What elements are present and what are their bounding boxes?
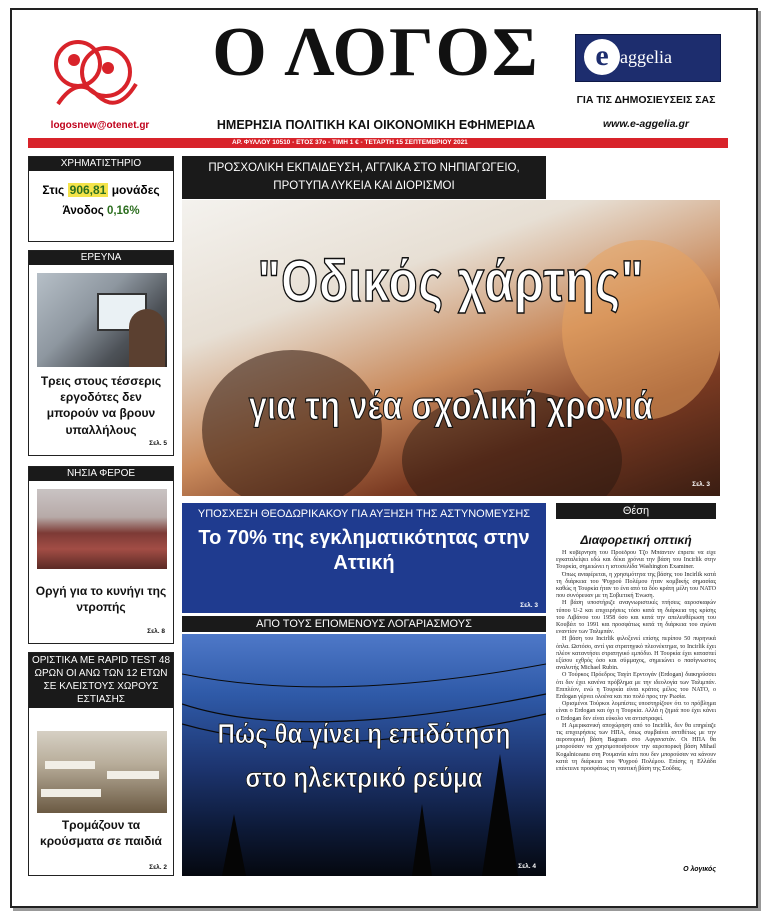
power-kicker: ΑΠΟ ΤΟΥΣ ΕΠΟΜΕΝΟΥΣ ΛΟΓΑΡΙΑΣΜΟΥΣ [182, 616, 546, 632]
faroe-page-ref: Σελ. 8 [147, 628, 165, 635]
office-photo [37, 273, 167, 367]
opinion-paragraph: Η κυβέρνηση του Προέδρου Τζο Μπάιντεν έπρεπε να είχε εγκαταλείψει εδώ και δέκα χρόνια την βάση του Incirlik στην Τουρκία, σημειώνει η ιστοσελίδα Washington Examiner. [556, 550, 716, 571]
rapid-test-page-ref: Σελ. 2 [149, 864, 167, 871]
rapid-test-story[interactable] [28, 652, 174, 876]
masthead-email[interactable]: logosnew@otenet.gr [50, 120, 150, 131]
lead-page-ref: Σελ. 3 [692, 481, 710, 488]
faroe-caption: Οργή για το κυνήγι της ντροπής [35, 584, 167, 615]
research-page-ref: Σελ. 5 [149, 440, 167, 447]
e-aggelia-letter: e [584, 39, 620, 75]
opinion-paragraph: Όπως αναφέρεται, η χρησιμότητα της βάσης του Incirlik κατά τη διάρκεια του Ψυχρού Πολέμου ήταν κομβικής σημασίας καθώς η Τουρκία ήταν το ένα από τα δύο κράτη μέλη του ΝΑΤΟ που συνόρευαν με τη Σοβιετική Ένωση. [556, 571, 716, 600]
lead-story[interactable] [182, 200, 720, 496]
desk-shape [41, 789, 101, 797]
opinion-paragraph: Ορισμένοι Τούρκοι λομπίστες υποστηρίζουν ότι το πρόβλημα είναι ο Erdogan και όχι η Τουρκία. Αλλά η ζημιά που έχει κάνει ο Erdogan δεν είναι εύκολο να αντιστραφεί. [556, 701, 716, 722]
desk-shape [45, 761, 95, 769]
opinion-label: Θέση [556, 503, 716, 519]
masthead-subtitle: ΗΜΕΡΗΣΙΑ ΠΟΛΙΤΙΚΗ ΚΑΙ ΟΙΚΟΝΟΜΙΚΗ ΕΦΗΜΕΡΙΔΑ [216, 118, 536, 132]
masthead-title: Ο ΛΟΓΟΣ [212, 14, 540, 91]
lead-subheadline: για τη νέα σχολική χρονιά [248, 384, 654, 428]
masthead-logo-art [48, 34, 140, 116]
research-caption: Τρεις στους τέσσερις εργοδότες δεν μπορούν να βρουν υπαλλήλους [40, 374, 162, 437]
rapid-test-label: ΟΡΙΣΤΙΚΑ ΜΕ RAPID TEST 48 ΩΡΩΝ ΟΙ ΑΝΩ ΤΩΝ 12 ΕΤΩΝ ΣΕ ΚΛΕΙΣΤΟΥΣ ΧΩΡΟΥΣ ΕΣΤΙΑΣΗΣ [29, 653, 173, 708]
stock-market-change [29, 205, 173, 217]
lead-headline: "Οδικός χάρτης" [257, 249, 645, 314]
e-aggelia-logo[interactable] [575, 34, 721, 82]
stock-market-points [29, 183, 173, 197]
power-story[interactable] [182, 634, 546, 876]
desk-shape [107, 771, 159, 779]
points-suffix: μονάδες [111, 183, 160, 197]
classroom-photo [37, 731, 167, 813]
police-story[interactable] [182, 503, 546, 613]
power-headline: Πώς θα γίνει η επιδότηση στο ηλεκτρικό ρεύμα [217, 718, 511, 793]
points-value: 906,81 [69, 183, 107, 197]
e-aggelia-word: aggelia [620, 47, 672, 67]
issue-line: ΑΡ. ΦΥΛΛΟΥ 10510 - ΕΤΟΣ 37ο - ΤΙΜΗ 1 € - ΤΕΤΑΡΤΗ 15 ΣΕΠΤΕΜΒΡΙΟΥ 2021 [232, 139, 468, 146]
e-aggelia-tagline: ΓΙΑ ΤΙΣ ΔΗΜΟΣΙΕΥΣΕΙΣ ΣΑΣ [576, 94, 716, 106]
faroe-story[interactable] [28, 466, 174, 644]
research-label: ΕΡΕΥΝΑ [29, 251, 173, 265]
points-prefix: Στις [42, 183, 65, 197]
change-prefix: Άνοδος [62, 205, 104, 217]
rapid-test-caption: Τρομάζουν τα κρούσματα σε παιδιά [40, 818, 162, 849]
opinion-paragraph: Η βάση του Incirlik φιλοξενεί επίσης περίπου 50 πυρηνικά όπλα. Ωστόσο, αντί για στρατηγικό πλεονέκτημα, το Incirlik έχει πλέον καταντήσει στρατηγικό εμπόδιο. Η Τουρκία έχει κατασπεί εξίσου εχθρός όσο και σύμμαχος, σημειώνει ο πασίγνωστος αναλυτής Michael Rubin. [556, 636, 716, 672]
opinion-body [556, 550, 716, 864]
opinion-paragraph: Ο Τούρκος Πρόεδρος Ταγίπ Ερντογάν (Erdogan) διακηρύσσει ότι δεν έχει κανένα πρόβλημα με την ιδεολογία των Ταλιμπάν. Επιπλέον, ενώ η Τουρκία είναι κράτος μέλος του ΝΑΤΟ, ο Erdogan γέρνει ολοένα και πιο πολύ προς την Ρωσία. [556, 672, 716, 701]
opinion-title: Διαφορετική οπτική [580, 533, 692, 547]
worker-shape [129, 309, 165, 367]
power-page-ref: Σελ. 4 [518, 863, 536, 870]
police-kicker: ΥΠΟΣΧΕΣΗ ΘΕΟΔΩΡΙΚΑΚΟΥ ΓΙΑ ΑΥΞΗΣΗ ΤΗΣ ΑΣΤΥΝΟΜΕΥΣΗΣ [197, 508, 531, 520]
opinion-signature: Ο λογικός [683, 866, 716, 873]
lead-kicker: ΠΡΟΣΧΟΛΙΚΗ ΕΚΠΑΙΔΕΥΣΗ, ΑΓΓΛΙΚΑ ΣΤΟ ΝΗΠΙΑΓΩΓΕΙΟ, ΠΡΟΤΥΠΑ ΛΥΚΕΙΑ ΚΑΙ ΔΙΟΡΙΣΜΟΙ [182, 156, 546, 199]
opinion-paragraph: Η Αμερικανική αποχώρηση από το Incirlik, δεν θα επηρέαζε τις επιχειρήσεις των ΗΠΑ, όπως συμβαίνει αντιθέτως με την αεροπορική βάση Bagram στο Αφγανιστάν. Οι ΗΠΑ θα μπορούσαν να χρησιμοποιήσουν την αεροπορική βάση Mihail Kogalniceanu στη Ρουμανία κάτι που δεν μπορούσαν να κάνουν κατά τη διάρκεια του Ψυχρού Πολέμου. Επίσης η Ελλάδα επέκτεινε προσφάτως τη ναυτική βάση της Σούδας. [556, 722, 716, 773]
change-value: 0,16% [106, 205, 140, 217]
police-headline: Το 70% της εγκληματικότητας στην Αττική [198, 527, 530, 574]
police-page-ref: Σελ. 3 [520, 602, 538, 609]
opinion-paragraph: Η βάση υποστήριζε αναγνωριστικές πτήσεις αεροσκαφών τύπου U-2 και επιχειρήσεις τόσο κατά τη διάρκεια της κρίσης του Λιβάνου του 1958 όσο και κατά την απελευθέρωση του Κουβέιτ το 1991 και προσφάτως κατά τη διάρκεια του αγώνα εναντίον των Ταλιμπάν. [556, 600, 716, 636]
research-story[interactable] [28, 250, 174, 456]
faroe-photo [37, 489, 167, 569]
stock-market-label: ΧΡΗΜΑΤΙΣΤΗΡΙΟ [29, 157, 173, 171]
e-aggelia-url[interactable]: www.e-aggelia.gr [603, 118, 689, 130]
faroe-label: ΝΗΣΙΑ ΦΕΡΟΕ [29, 467, 173, 481]
stock-market-box [28, 156, 174, 242]
